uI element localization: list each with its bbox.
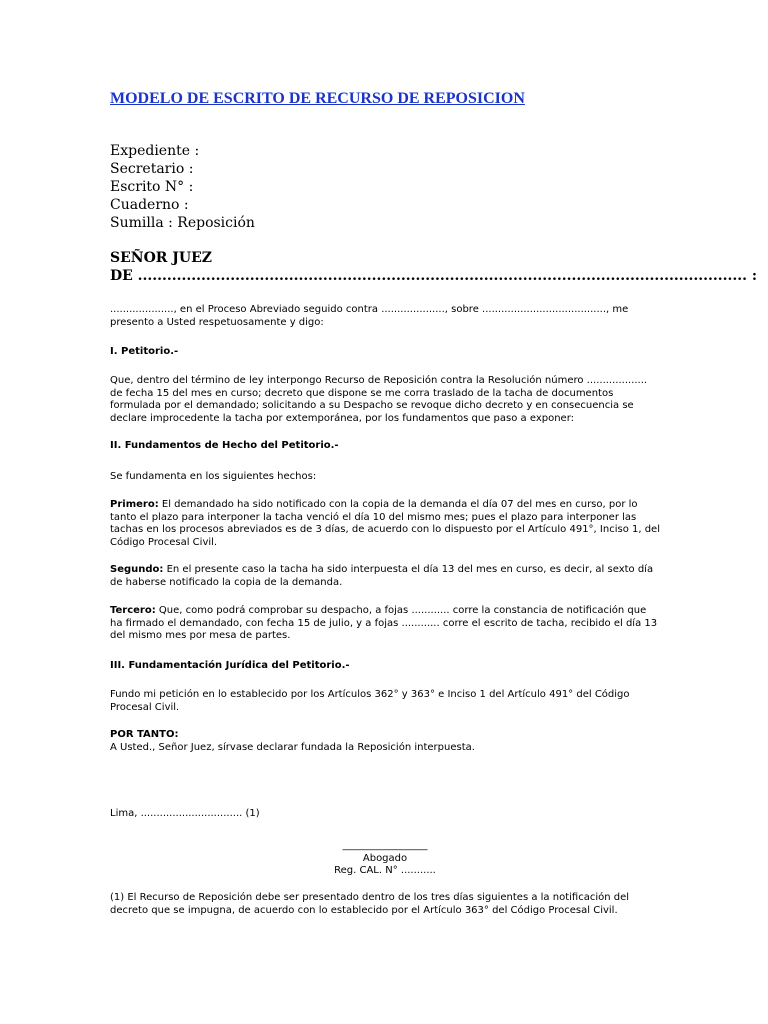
primero-label: Primero: xyxy=(110,499,159,510)
signature-line: _________________ xyxy=(342,840,428,851)
sumilla-field: Sumilla : Reposición xyxy=(110,215,255,231)
primero-text: El demandado ha sido notificado con la copia de la demanda el día 07 del mes en curso, por lo tanto el plazo para interponer la tacha venció el día 10 del mismo mes; pues el plazo para interponer las tachas en los procesos abreviados es de 3 días, de acuerdo con lo dispuesto por el Artículo 491°, Inciso 1, del Código Procesal Civil. xyxy=(110,499,660,548)
signature-reg: Reg. CAL. N° ........... xyxy=(334,865,436,876)
section-3-heading: III. Fundamentación Jurídica del Petitorio.- xyxy=(110,660,350,671)
addressee xyxy=(110,249,757,285)
tercero-text: Que, como podrá comprobar su despacho, a fojas ............ corre la constancia de notificación que ha firmado el demandado, con fecha 15 de julio, y a fojas ............ corre el escrito de tacha, recibido el día 13 del mismo mes por mesa de partes. xyxy=(110,605,658,641)
intro-paragraph: ...................., en el Proceso Abreviado seguido contra ...................., sobre ......................................., me presento a Usted respetuosamente y digo: xyxy=(110,304,629,328)
section-2-heading: II. Fundamentos de Hecho del Petitorio.- xyxy=(110,440,339,451)
section-2-intro: Se fundamenta en los siguientes hechos: xyxy=(110,471,317,482)
signature-block xyxy=(325,840,445,878)
por-tanto-heading: POR TANTO: xyxy=(110,729,179,740)
por-tanto xyxy=(110,729,660,754)
cuaderno-field: Cuaderno : xyxy=(110,197,189,213)
footnote: (1) El Recurso de Reposición debe ser presentado dentro de los tres días siguientes a la notificación del decreto que se impugna, de acuerdo con lo establecido por el Artículo 363° del Código Procesal Civil. xyxy=(110,892,630,916)
addressee-line-1: SEÑOR JUEZ xyxy=(110,250,213,266)
por-tanto-text: A Usted., Señor Juez, sírvase declarar fundada la Reposición interpuesta. xyxy=(110,741,475,753)
escrito-field: Escrito N° : xyxy=(110,179,194,195)
case-header xyxy=(110,142,255,232)
primero-paragraph xyxy=(110,499,660,549)
tercero-paragraph xyxy=(110,605,660,643)
section-1-heading: I. Petitorio.- xyxy=(110,346,179,357)
section-1-text: Que, dentro del término de ley interpongo Recurso de Reposición contra la Resolución número ................... de fecha 15 del mes en curso; decreto que dispone se me corra traslado de la tacha de documentos formulada por el demandado; solicitando a su Despacho se revoque dicho decreto y en consecuencia se declare improcedente la tacha por extemporánea, por los fundamentos que paso a exponer: xyxy=(110,375,648,424)
expediente-field: Expediente : xyxy=(110,143,200,159)
signature-role: Abogado xyxy=(362,852,408,864)
segundo-label: Segundo: xyxy=(110,564,164,575)
segundo-text: En el presente caso la tacha ha sido interpuesta el día 13 del mes en curso, es decir, al sexto día de haberse notificado la copia de la demanda. xyxy=(110,564,654,588)
tercero-label: Tercero: xyxy=(110,605,156,616)
addressee-line-2: DE ............................................................................................................................. : xyxy=(110,268,757,284)
place-date: Lima, ................................ (1) xyxy=(110,808,260,819)
secretario-field: Secretario : xyxy=(110,161,194,177)
segundo-paragraph xyxy=(110,564,660,589)
document-title: MODELO DE ESCRITO DE RECURSO DE REPOSICION xyxy=(110,90,525,107)
section-3-text: Fundo mi petición en lo establecido por los Artículos 362° y 363° e Inciso 1 del Artículo 491° del Código Procesal Civil. xyxy=(110,689,630,713)
